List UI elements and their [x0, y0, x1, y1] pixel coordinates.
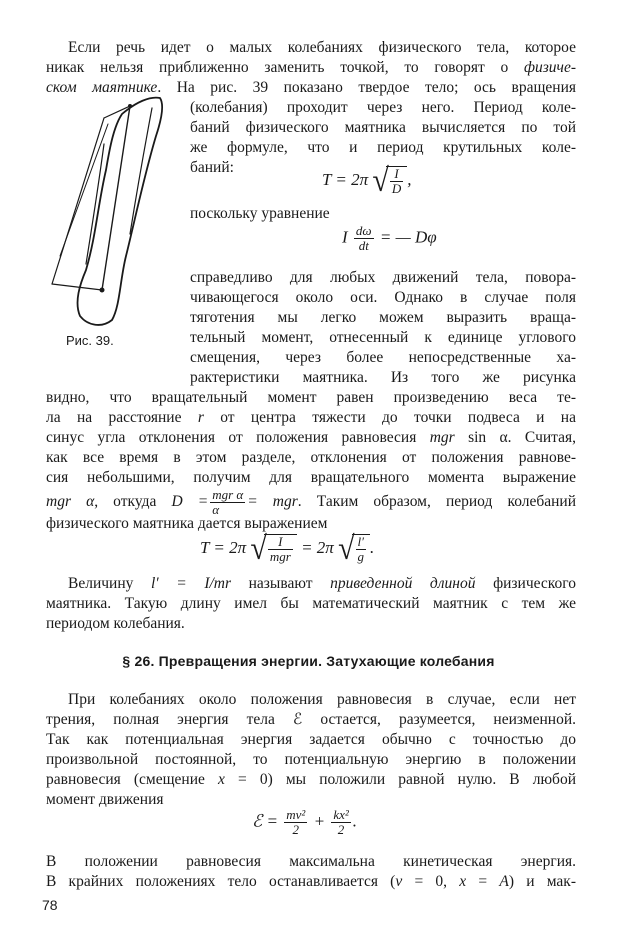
text-line: В крайних положениях тело останавливается (v = 0, x = A) и мак- [46, 873, 576, 890]
text-line: момент движения [46, 791, 164, 808]
text-line: смещения, через более непосредственные ха- [190, 349, 576, 366]
text-line: баний: [190, 159, 234, 176]
text-line: периодом колебания. [46, 615, 185, 632]
text-line: трения, полная энергия тела ℰ остается, разумеется, неизменной. [46, 711, 576, 728]
text-line: справедливо для любых движений тела, повора- [190, 269, 576, 286]
text-line: же формуле, что и период крутильных коле- [190, 139, 576, 156]
text-line: поскольку уравнение [190, 205, 330, 222]
text-line: сия небольшими, получим для вращательного момента выражение [46, 469, 576, 486]
text-line: При колебаниях около положения равновесия в случае, если нет [68, 691, 576, 708]
text-line: ла на расстояние r от центра тяжести до точки подвеса и на [46, 409, 576, 426]
text-line: тельный момент, отнесенный к единице углового [190, 329, 576, 346]
text-line: равновесия (смещение x = 0) мы положили равной нулю. В любой [46, 771, 576, 788]
text-line: mgr α, откуда D = $\frac{\text{mgr α}}{\alpha}$ = mgr. Таким образом, период колебаний [46, 487, 577, 517]
text-line: видно, что вращательный момент равен произведению веса те- [46, 389, 576, 406]
text-line: произвольной постоянной, то потенциальную энергию в положении [46, 751, 576, 768]
section-heading: § 26. Превращения энергии. Затухающие колебания [122, 653, 495, 669]
text-line: Если речь идет о малых колебаниях физического тела, которое [68, 39, 576, 56]
text-line: Так как потенциальная энергия задается обычно с точностью до [46, 731, 576, 748]
text-line: ском маятнике. На рис. 39 показано твердое тело; ось вращения [46, 79, 576, 96]
text-line: рактеристики маятника. Из того же рисунка [190, 369, 576, 386]
text-line: маятника. Такую длину имел бы математический маятник с тем же [46, 595, 576, 612]
formula-physical-pendulum-period: T = 2π √ $\frac{I}{\text{mgr}}$ = 2π √ $\frac{l'}{g}$ . [200, 530, 375, 567]
formula-period-torsion: T = 2π √ $\frac{I}{D}$ , [322, 162, 412, 199]
text-line: физического маятника дается выражением [46, 515, 328, 532]
text-line: тяготения мы легко можем выразить враща- [190, 309, 576, 326]
text-line: никак нельзя приближенно заменить точкой, то говорят о физиче- [46, 59, 576, 76]
text-line: чивающегося около оси. Однако в случае поля [190, 289, 576, 306]
text-line: как все время в этом разделе, отклонения от положения равнове- [46, 449, 576, 466]
page-number: 78 [42, 897, 58, 913]
formula-total-energy: ℰ = $\frac{\text{mv²}}{2}$ + $\frac{\text{kx²}}{2}$ . [252, 807, 357, 837]
center-point [128, 104, 132, 108]
text-line: синус угла отклонения от положения равновесия mgr sin α. Считая, [46, 429, 577, 446]
text-line: Величину l′ = I/mr называют приведенной длиной физического [68, 575, 576, 592]
figure-39-rigid-body-drawing [40, 74, 172, 334]
suspension-point [100, 288, 105, 293]
figure-caption: Рис. 39. [66, 333, 114, 348]
text-line: баний физического маятника вычисляется по той [190, 119, 576, 136]
text-line: В положении равновесия максимальна кинетическая энергия. [46, 853, 576, 870]
text-line: (колебания) проходит через него. Период коле- [190, 99, 576, 116]
formula-equation-of-motion: I $\frac{d\omega}{dt}$ = — Dφ [342, 223, 437, 253]
